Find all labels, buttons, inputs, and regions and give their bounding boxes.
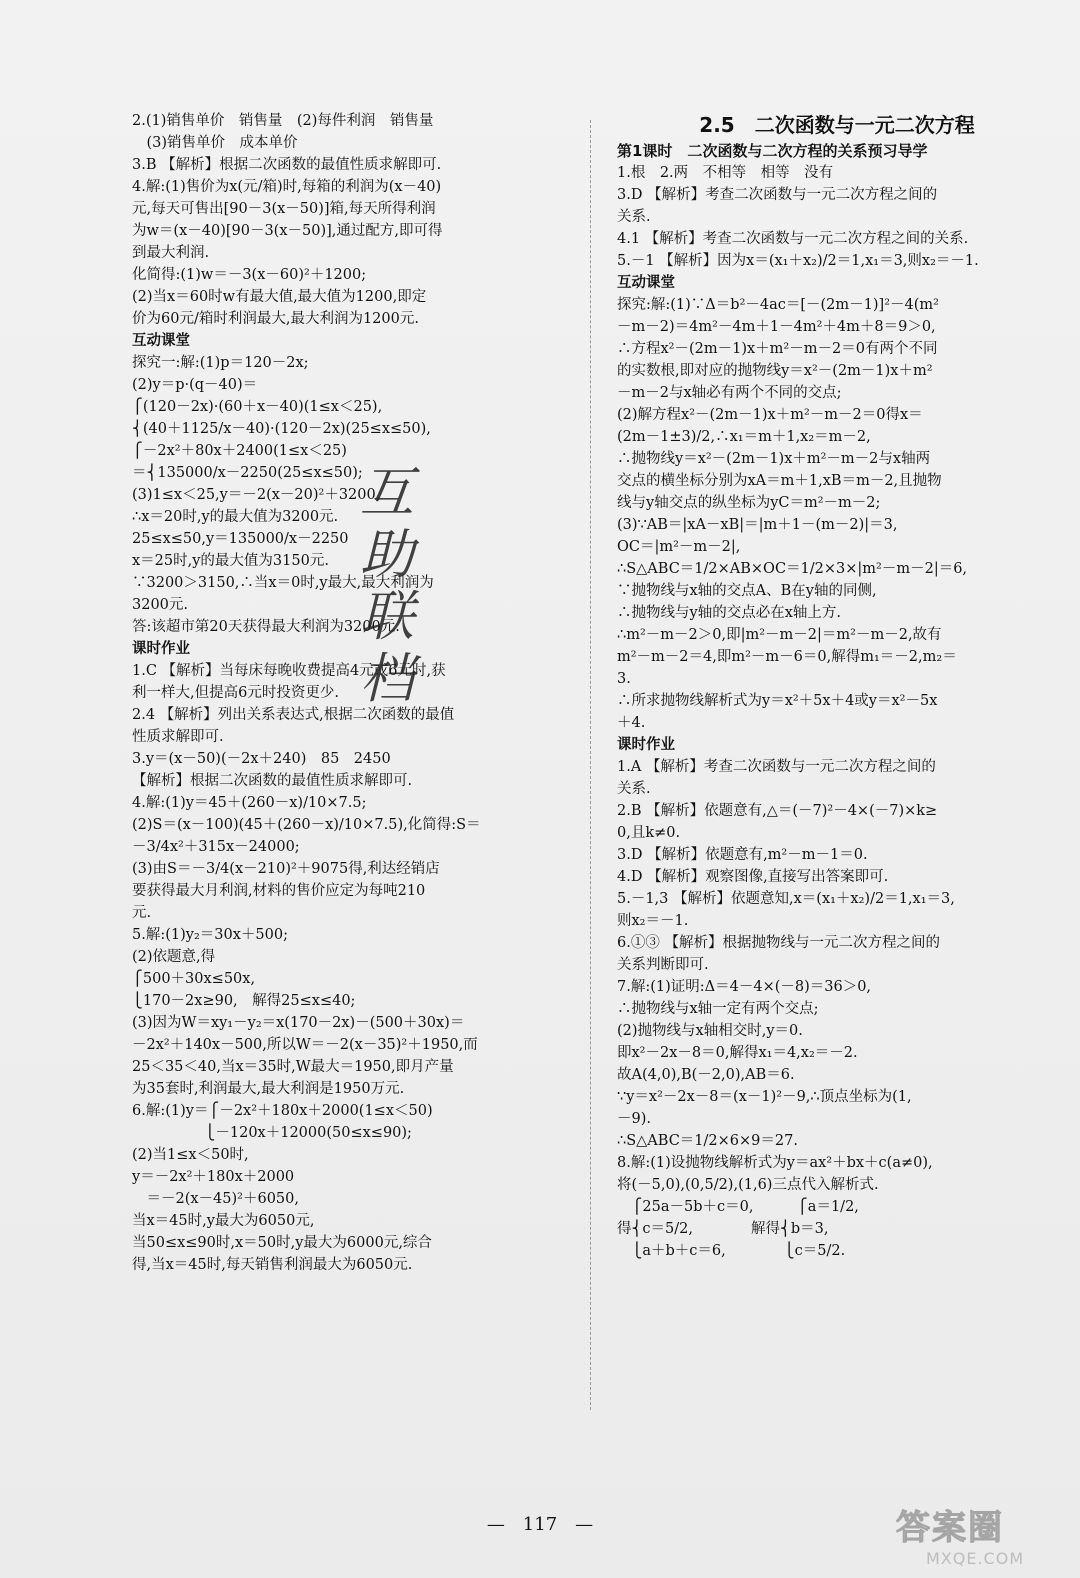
text-line: 价为60元/箱时利润最大,最大利润为1200元. bbox=[132, 311, 419, 327]
text-line: ∴S△ABC＝1/2×AB×OC＝1/2×3×|m²－m－2|＝6, bbox=[617, 561, 968, 577]
section-heading: 课时作业 bbox=[132, 641, 190, 657]
text-line: 元,每天可售出[90－3(x－50)]箱,每天所得利润 bbox=[132, 201, 436, 217]
text-line: 4.解:(1)y＝45＋(260－x)/10×7.5; bbox=[132, 795, 367, 811]
section-heading: 互动课堂 bbox=[617, 275, 675, 291]
section-title: 2.5 二次函数与一元二次方程 bbox=[699, 113, 975, 137]
text-line: 5.－1 【解析】因为x＝(x₁＋x₂)/2＝1,x₁＝3,则x₂＝－1. bbox=[617, 253, 979, 269]
stamp-char: 档 bbox=[360, 647, 414, 710]
text-line: ∵3200＞3150,∴当x＝0时,y最大,最大利润为 bbox=[132, 575, 434, 591]
text-line: ⎧－2x²＋80x＋2400(1≤x＜25) bbox=[132, 443, 347, 459]
text-line: －3/4x²＋315x－24000; bbox=[132, 839, 300, 855]
text-line: 化简得:(1)w＝－3(x－60)²＋1200; bbox=[132, 267, 367, 283]
text-line: 3.D 【解析】依题意有,m²－m－1＝0. bbox=[617, 847, 868, 863]
text-line: 则x₂＝－1. bbox=[617, 913, 689, 929]
text-line: 到最大利润. bbox=[132, 245, 210, 261]
text-line: 将(－5,0),(0,5/2),(1,6)三点代入解析式. bbox=[617, 1177, 879, 1193]
text-line: ∴抛物线与y轴的交点必在x轴上方. bbox=[617, 605, 841, 621]
text-line: 的实数根,即对应的抛物线y＝x²－(2m－1)x＋m² bbox=[617, 363, 933, 379]
page-number: — 117 — bbox=[486, 1514, 594, 1535]
text-line: 2.B 【解析】依题意有,△＝(－7)²－4×(－7)×k≥ bbox=[617, 803, 938, 819]
text-line: 探究一:解:(1)p＝120－2x; bbox=[132, 355, 309, 371]
text-line: 答:该超市第20天获得最大利润为3200元. bbox=[132, 619, 400, 635]
text-line: 关系判断即可. bbox=[617, 957, 709, 973]
text-line: ⎧25a－5b＋c＝0, ⎧a＝1/2, bbox=[617, 1199, 859, 1215]
text-line: y＝－2x²＋180x＋2000 bbox=[132, 1169, 295, 1185]
stamp-char: 助 bbox=[360, 523, 414, 586]
text-line: (3)1≤x＜25,y＝－2(x－20)²＋3200, bbox=[132, 487, 381, 503]
text-line: 8.解:(1)设抛物线解析式为y＝ax²＋bx＋c(a≠0), bbox=[617, 1155, 933, 1171]
right-column bbox=[617, 110, 1057, 1262]
text-line: 4.1 【解析】考查二次函数与一元二次方程之间的关系. bbox=[617, 231, 969, 247]
text-line: 3. bbox=[617, 671, 631, 687]
text-line: ⎩170－2x≥90, 解得25≤x≤40; bbox=[132, 993, 356, 1009]
text-line: (3)因为W＝xy₁－y₂＝x(170－2x)－(500＋30x)＝ bbox=[132, 1015, 465, 1031]
text-line: ⎧(120－2x)·(60＋x－40)(1≤x＜25), bbox=[132, 399, 383, 415]
text-line: (3)销售单价 成本单价 bbox=[132, 135, 298, 151]
text-line: 4.解:(1)售价为x(元/箱)时,每箱的利润为(x－40) bbox=[132, 179, 442, 195]
text-line: (2)依题意,得 bbox=[132, 949, 216, 965]
text-line: 为35套时,利润最大,最大利润是1950万元. bbox=[132, 1081, 405, 1097]
text-line: 利一样大,但提高6元时投资更少. bbox=[132, 685, 339, 701]
text-line: 0,且k≠0. bbox=[617, 825, 681, 841]
text-line: (2)解方程x²－(2m－1)x＋m²－m－2＝0得x＝ bbox=[617, 407, 923, 423]
text-line: 25≤x≤50,y＝135000/x－2250 bbox=[132, 531, 349, 547]
text-line: (2)抛物线与x轴相交时,y＝0. bbox=[617, 1023, 803, 1039]
stamp-char: 联 bbox=[360, 585, 414, 648]
text-line: 【解析】根据二次函数的最值性质求解即可. bbox=[132, 773, 413, 789]
text-line: ⎩a＋b＋c＝6, ⎩c＝5/2. bbox=[617, 1243, 846, 1259]
column-divider bbox=[590, 120, 591, 1410]
text-line: －9). bbox=[617, 1111, 651, 1127]
text-line: ∴方程x²－(2m－1)x＋m²－m－2＝0有两个不同 bbox=[617, 341, 938, 357]
text-line: 4.D 【解析】观察图像,直接写出答案即可. bbox=[617, 869, 889, 885]
text-line: 5.－1,3 【解析】依题意知,x＝(x₁＋x₂)/2＝1,x₁＝3, bbox=[617, 891, 955, 907]
text-line: 当50≤x≤90时,x＝50时,y最大为6000元,综合 bbox=[132, 1235, 432, 1251]
right-column-body bbox=[617, 162, 1057, 1262]
text-line: (3)由S＝－3/4(x－210)²＋9075得,利达经销店 bbox=[132, 861, 440, 877]
text-line: 交点的横坐标分别为xA＝m＋1,xB＝m－2,且抛物 bbox=[617, 473, 942, 489]
text-line: 线与y轴交点的纵坐标为yC＝m²－m－2; bbox=[617, 495, 881, 511]
stamp-char: 互 bbox=[360, 461, 414, 524]
text-line: 元. bbox=[132, 905, 152, 921]
text-line: 5.解:(1)y₂＝30x＋500; bbox=[132, 927, 288, 943]
text-line: m²－m－2＝4,即m²－m－6＝0,解得m₁＝－2,m₂＝ bbox=[617, 649, 957, 665]
text-line: 得,当x＝45时,每天销售利润最大为6050元. bbox=[132, 1257, 413, 1273]
text-line: 1.A 【解析】考查二次函数与一元二次方程之间的 bbox=[617, 759, 936, 775]
text-line: ⎩－120x＋12000(50≤x≤90); bbox=[132, 1125, 412, 1141]
text-line: ＝－2(x－45)²＋6050, bbox=[132, 1191, 299, 1207]
text-line: 故A(4,0),B(－2,0),AB＝6. bbox=[617, 1067, 795, 1083]
text-line: 探究:解:(1)∵Δ＝b²－4ac＝[－(2m－1)]²－4(m² bbox=[617, 297, 939, 313]
text-line: 25＜35＜40,当x＝35时,W最大＝1950,即月产量 bbox=[132, 1059, 454, 1075]
text-line: 得⎨c＝5/2, 解得⎨b＝3, bbox=[617, 1221, 829, 1237]
section-heading: 课时作业 bbox=[617, 737, 675, 753]
text-line: 2.4 【解析】列出关系表达式,根据二次函数的最值 bbox=[132, 707, 455, 723]
text-line: ＋4. bbox=[617, 715, 646, 731]
text-line: ∴抛物线y＝x²－(2m－1)x＋m²－m－2与x轴两 bbox=[617, 451, 931, 467]
text-line: 1.C 【解析】当每床每晚收费提高4元或6元时,获 bbox=[132, 663, 446, 679]
handwritten-stamp bbox=[360, 462, 450, 722]
section-heading: 互动课堂 bbox=[132, 333, 190, 349]
text-line: 当x＝45时,y最大为6050元, bbox=[132, 1213, 315, 1229]
text-line: ∵抛物线与x轴的交点A、B在y轴的同侧, bbox=[617, 583, 877, 599]
text-line: 2.(1)销售单价 销售量 (2)每件利润 销售量 bbox=[132, 113, 434, 129]
text-line: 7.解:(1)证明:Δ＝4－4×(－8)＝36＞0, bbox=[617, 979, 872, 995]
text-line: 性质求解即可. bbox=[132, 729, 224, 745]
text-line: 3.D 【解析】考查二次函数与一元二次方程之间的 bbox=[617, 187, 938, 203]
watermark-logo bbox=[896, 1500, 1066, 1570]
text-line: (2m－1±3)/2,∴x₁＝m＋1,x₂＝m－2, bbox=[617, 429, 871, 445]
text-line: (3)∵AB＝|xA－xB|＝|m＋1－(m－2)|＝3, bbox=[617, 517, 898, 533]
left-column bbox=[132, 110, 560, 1276]
text-line: 3.y＝(x－50)(－2x＋240) 85 2450 bbox=[132, 751, 391, 767]
logo-cn: 答案圈 bbox=[896, 1508, 1004, 1548]
text-line: 要获得最大月利润,材料的售价应定为每吨210 bbox=[132, 883, 426, 899]
text-line: 关系. bbox=[617, 781, 651, 797]
text-line: ∴m²－m－2＞0,即|m²－m－2|＝m²－m－2,故有 bbox=[617, 627, 942, 643]
text-line: ∴所求抛物线解析式为y＝x²＋5x＋4或y＝x²－5x bbox=[617, 693, 938, 709]
text-line: －2x²＋140x－500,所以W＝－2(x－35)²＋1950,而 bbox=[132, 1037, 478, 1053]
logo-en: MXQE.COM bbox=[926, 1549, 1025, 1568]
text-line: 6.①③ 【解析】根据抛物线与一元二次方程之间的 bbox=[617, 935, 940, 951]
text-line: OC＝|m²－m－2|, bbox=[617, 539, 741, 555]
text-line: ＝⎨135000/x－2250(25≤x≤50); bbox=[132, 465, 363, 481]
text-line: 即x²－2x－8＝0,解得x₁＝4,x₂＝－2. bbox=[617, 1045, 858, 1061]
text-line: ⎨(40＋1125/x－40)·(120－2x)(25≤x≤50), bbox=[132, 421, 431, 437]
text-line: －m－2与x轴必有两个不同的交点; bbox=[617, 385, 842, 401]
text-line: 3200元. bbox=[132, 597, 189, 613]
text-line: (2)y＝p·(q－40)＝ bbox=[132, 377, 258, 393]
text-line: 1.根 2.两 不相等 相等 没有 bbox=[617, 165, 834, 181]
text-line: x＝25时,y的最大值为3150元. bbox=[132, 553, 329, 569]
text-line: 为w＝(x－40)[90－3(x－50)],通过配方,即可得 bbox=[132, 223, 443, 239]
text-line: 6.解:(1)y＝⎧－2x²＋180x＋2000(1≤x＜50) bbox=[132, 1103, 433, 1119]
text-line: ⎧500＋30x≤50x, bbox=[132, 971, 256, 987]
lesson-title: 第1课时 二次函数与二次方程的关系预习导学 bbox=[617, 142, 928, 160]
text-line: －m－2)＝4m²－4m＋1－4m²＋4m＋8＝9＞0, bbox=[617, 319, 936, 335]
text-line: ∴x＝20时,y的最大值为3200元. bbox=[132, 509, 339, 525]
text-line: ∵y＝x²－2x－8＝(x－1)²－9,∴顶点坐标为(1, bbox=[617, 1089, 912, 1105]
text-line: ∴S△ABC＝1/2×6×9＝27. bbox=[617, 1133, 798, 1149]
text-line: ∴抛物线与x轴一定有两个交点; bbox=[617, 1001, 819, 1017]
text-line: 3.B 【解析】根据二次函数的最值性质求解即可. bbox=[132, 157, 442, 173]
text-line: (2)当1≤x＜50时, bbox=[132, 1147, 249, 1163]
text-line: (2)当x＝60时w有最大值,最大值为1200,即定 bbox=[132, 289, 427, 305]
text-line: 关系. bbox=[617, 209, 651, 225]
text-line: (2)S＝(x－100)(45＋(260－x)/10×7.5),化简得:S＝ bbox=[132, 817, 481, 833]
